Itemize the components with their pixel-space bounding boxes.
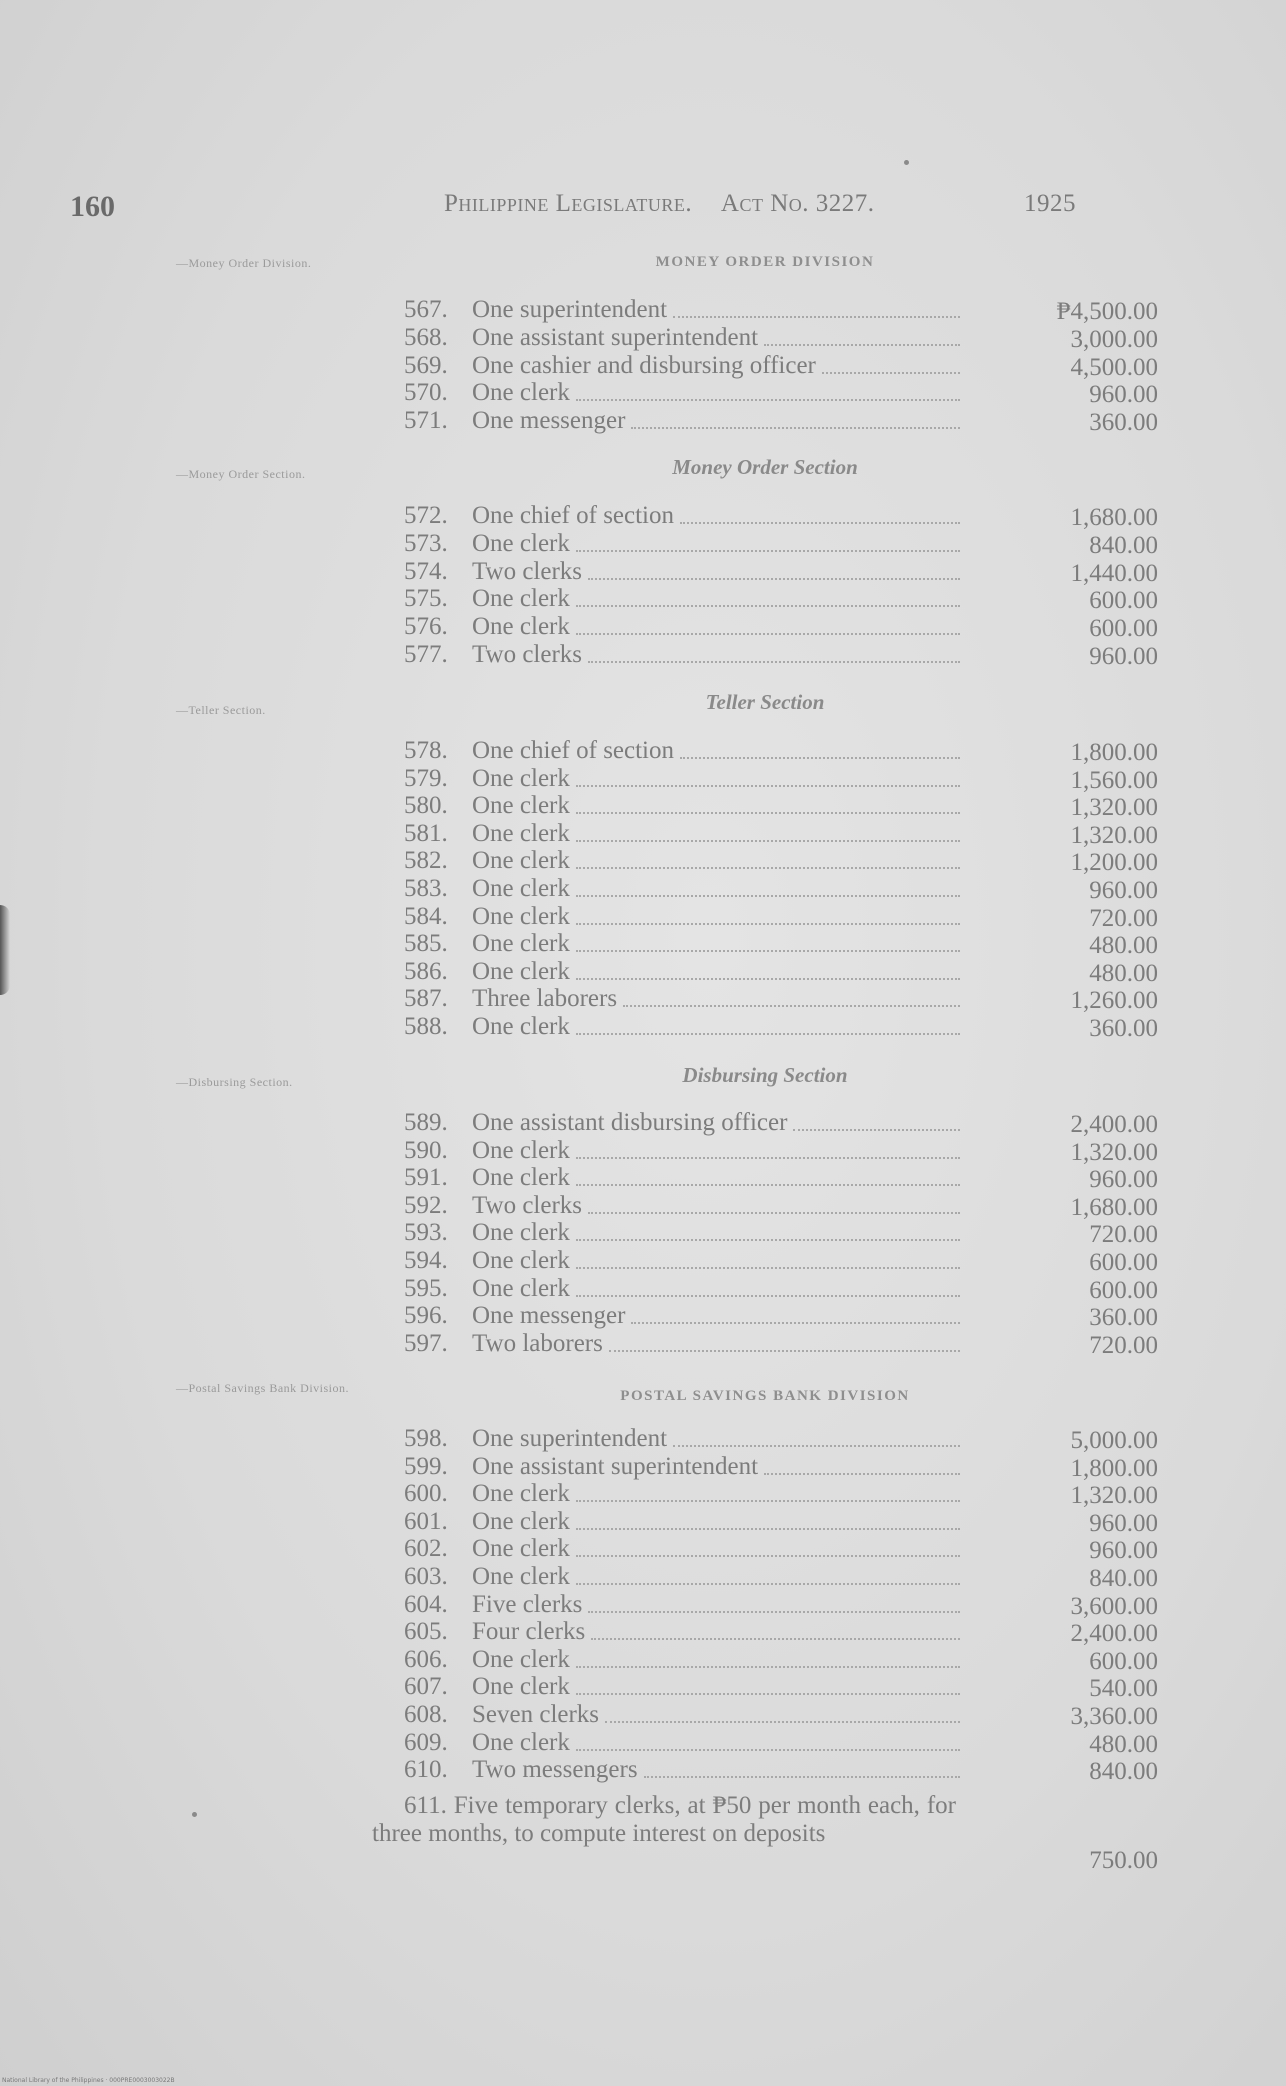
item-description: Seven clerks: [472, 1701, 600, 1728]
dot-leader: [588, 1212, 960, 1214]
line-item: [404, 296, 1158, 324]
line-item: [404, 1618, 1158, 1646]
item-description: One clerk: [472, 957, 570, 985]
line-item: [404, 1508, 1158, 1536]
item-description: Two clerks: [472, 641, 583, 668]
item-description: One clerk: [472, 1219, 570, 1247]
item-number: 597.: [404, 1329, 448, 1357]
heading-teller-section: Teller Section: [705, 690, 825, 714]
item-amount: 360.00: [1089, 409, 1158, 437]
item-amount: 1,200.00: [1070, 849, 1158, 877]
line-item: [404, 1701, 1158, 1729]
item-amount: 960.00: [1089, 1509, 1158, 1537]
item-number: 596.: [404, 1302, 448, 1330]
dot-leader: [576, 1033, 960, 1035]
item-description: One clerk: [472, 930, 570, 958]
footer-credit: National Library of the Philippines · 000PRE0003003022B: [2, 2077, 175, 2084]
item-number: 572.: [404, 502, 448, 529]
item-description: One clerk: [472, 1247, 570, 1274]
item-number: 579.: [404, 764, 448, 792]
item-description: One clerk: [472, 613, 570, 641]
item-number: 567.: [404, 296, 448, 323]
item-amount: ₱4,500.00: [1056, 298, 1158, 325]
line-item: [404, 903, 1158, 931]
line-item: [404, 1563, 1158, 1591]
dot-leader: [576, 1267, 960, 1269]
dot-leader: [673, 1445, 960, 1447]
line-item: [404, 407, 1158, 435]
item-description: Two clerks: [472, 557, 583, 585]
heading-money-order-division: MONEY ORDER DIVISION: [655, 254, 875, 270]
side-note-money-order-section: —Money Order Section.: [176, 467, 306, 481]
dot-leader: [576, 867, 960, 869]
dot-leader: [576, 1555, 960, 1557]
line-item: [404, 1330, 1158, 1358]
item-amount: 1,800.00: [1070, 739, 1158, 766]
item-number: 568.: [404, 323, 448, 351]
item-amount: 1,680.00: [1070, 504, 1158, 531]
item-description: One clerk: [472, 1645, 570, 1673]
dot-leader: [576, 605, 960, 607]
line-item: [404, 379, 1158, 407]
item-611-text: 611. Five temporary clerks, at ₱50 per month each, for three months, to compute interest on deposits: [372, 1792, 956, 1847]
item-description: One assistant superintendent: [472, 1452, 759, 1480]
line-item: [404, 1453, 1158, 1481]
item-amount: 360.00: [1089, 1304, 1158, 1332]
item-number: 592.: [404, 1191, 448, 1219]
line-item: [404, 765, 1158, 793]
item-amount: 600.00: [1089, 1647, 1158, 1675]
item-amount: 2,400.00: [1070, 1111, 1158, 1138]
dot-leader: [576, 550, 960, 552]
dot-leader: [576, 1239, 960, 1241]
line-item: [404, 958, 1158, 986]
item-description: One messenger: [472, 407, 626, 435]
line-item: [404, 1425, 1158, 1453]
item-amount: 960.00: [1089, 1537, 1158, 1565]
dot-leader: [576, 1157, 960, 1159]
item-number: 594.: [404, 1247, 448, 1274]
running-head-title: Philippine Legislature.: [444, 190, 693, 217]
item-description: Five clerks: [472, 1590, 583, 1618]
item-description: One chief of section: [472, 737, 675, 764]
item-description: One clerk: [472, 1673, 570, 1701]
item-number: 570.: [404, 379, 448, 407]
item-number: 600.: [404, 1480, 448, 1508]
running-head-year: 1925: [1024, 190, 1076, 217]
item-amount: 720.00: [1089, 904, 1158, 932]
dot-leader: [764, 344, 960, 346]
item-amount: 480.00: [1089, 959, 1158, 987]
dot-leader: [576, 1528, 960, 1530]
item-number: 581.: [404, 819, 448, 847]
item-amount: 540.00: [1089, 1675, 1158, 1703]
item-number: 578.: [404, 737, 448, 764]
line-item: [404, 1756, 1158, 1784]
line-item: [404, 1646, 1158, 1674]
dot-leader: [576, 633, 960, 635]
item-number: 599.: [404, 1452, 448, 1480]
item-number: 587.: [404, 985, 448, 1013]
line-item: [404, 1275, 1158, 1303]
line-item: [404, 792, 1158, 820]
item-amount: 1,440.00: [1070, 559, 1158, 587]
item-number: 603.: [404, 1563, 448, 1590]
item-number: 573.: [404, 529, 448, 557]
item-amount: 840.00: [1089, 1758, 1158, 1786]
dot-leader: [576, 1295, 960, 1297]
item-description: One clerk: [472, 1274, 570, 1302]
line-item: [404, 613, 1158, 641]
item-amount: 960.00: [1089, 877, 1158, 904]
item-amount: 2,400.00: [1070, 1620, 1158, 1648]
dot-leader: [576, 1184, 960, 1186]
item-description: One clerk: [472, 902, 570, 930]
item-number: 577.: [404, 641, 448, 668]
binding-shadow: [0, 905, 10, 995]
item-611-amount: 750.00: [1089, 1847, 1158, 1874]
item-amount: 1,320.00: [1070, 1482, 1158, 1510]
dot-leader: [680, 757, 960, 759]
item-number: 571.: [404, 407, 448, 435]
item-amount: 960.00: [1089, 381, 1158, 409]
line-item: [404, 1480, 1158, 1508]
item-amount: 480.00: [1089, 1730, 1158, 1758]
item-description: One clerk: [472, 1136, 570, 1164]
dot-leader: [623, 1005, 960, 1007]
item-number: 595.: [404, 1274, 448, 1302]
item-amount: 720.00: [1089, 1331, 1158, 1359]
line-item: [404, 1673, 1158, 1701]
dot-leader: [576, 1749, 960, 1751]
line-item: [404, 530, 1158, 558]
dot-leader: [644, 1776, 960, 1778]
item-number: 593.: [404, 1219, 448, 1247]
item-description: One clerk: [472, 529, 570, 557]
item-description: One clerk: [472, 1728, 570, 1756]
item-amount: 1,800.00: [1070, 1454, 1158, 1482]
item-number: 606.: [404, 1645, 448, 1673]
item-number: 601.: [404, 1507, 448, 1535]
line-item: [404, 1137, 1158, 1165]
item-description: One cashier and disbursing officer: [472, 351, 816, 379]
item-description: One clerk: [472, 585, 570, 613]
line-item: [404, 930, 1158, 958]
item-number: 588.: [404, 1013, 448, 1040]
line-item: [404, 502, 1158, 530]
item-description: One clerk: [472, 792, 570, 820]
dot-leader: [576, 399, 960, 401]
item-amount: 840.00: [1089, 531, 1158, 559]
item-amount: 3,600.00: [1070, 1592, 1158, 1620]
item-description: One clerk: [472, 1563, 570, 1590]
line-item: [404, 985, 1158, 1013]
line-item: [404, 1302, 1158, 1330]
line-item: [404, 1591, 1158, 1619]
line-item: [404, 1535, 1158, 1563]
dot-leader: [822, 372, 960, 374]
item-amount: 1,680.00: [1070, 1193, 1158, 1221]
heading-postal-savings: POSTAL SAVINGS BANK DIVISION: [620, 1388, 910, 1404]
dot-leader: [591, 1638, 960, 1640]
heading-disbursing-section: Disbursing Section: [682, 1063, 848, 1087]
dot-leader: [673, 316, 960, 318]
side-note-disbursing-section: —Disbursing Section.: [176, 1075, 293, 1089]
item-amount: 600.00: [1089, 1276, 1158, 1304]
running-head-act: Act No. 3227.: [720, 190, 875, 217]
dot-leader: [631, 1322, 960, 1324]
item-number: 585.: [404, 930, 448, 958]
item-number: 574.: [404, 557, 448, 585]
dot-leader: [588, 1611, 960, 1613]
item-amount: 1,560.00: [1070, 766, 1158, 794]
line-item: [404, 1247, 1158, 1275]
heading-money-order-section: Money Order Section: [672, 455, 858, 479]
item-number: 584.: [404, 902, 448, 930]
line-item: [404, 1109, 1158, 1137]
item-description: One assistant disbursing officer: [472, 1109, 788, 1136]
item-description: One superintendent: [472, 296, 668, 323]
dot-leader: [793, 1129, 960, 1131]
item-amount: 4,500.00: [1070, 353, 1158, 381]
item-description: One clerk: [472, 764, 570, 792]
item-amount: 600.00: [1089, 587, 1158, 615]
speck: [904, 160, 909, 165]
item-description: One superintendent: [472, 1425, 668, 1452]
item-amount: 960.00: [1089, 1166, 1158, 1194]
item-amount: 3,360.00: [1070, 1703, 1158, 1730]
item-description: Two clerks: [472, 1191, 583, 1219]
item-number: 591.: [404, 1164, 448, 1192]
item-description: One clerk: [472, 1507, 570, 1535]
dot-leader: [588, 661, 960, 663]
item-amount: 5,000.00: [1070, 1427, 1158, 1454]
item-amount: 1,320.00: [1070, 1138, 1158, 1166]
side-note-teller-section: —Teller Section.: [176, 703, 266, 717]
item-amount: 3,000.00: [1070, 325, 1158, 353]
item-number: 589.: [404, 1109, 448, 1136]
page-number: 160: [70, 190, 115, 223]
item-amount: 600.00: [1089, 615, 1158, 643]
item-number: 582.: [404, 847, 448, 875]
item-number: 609.: [404, 1728, 448, 1756]
item-description: One clerk: [472, 379, 570, 407]
item-number: 586.: [404, 957, 448, 985]
item-amount: 720.00: [1089, 1221, 1158, 1249]
item-description: One messenger: [472, 1302, 626, 1330]
line-item: [404, 1192, 1158, 1220]
item-description: One clerk: [472, 1535, 570, 1563]
dot-leader: [576, 950, 960, 952]
dot-leader: [576, 1500, 960, 1502]
dot-leader: [588, 578, 960, 580]
item-description: One clerk: [472, 847, 570, 875]
line-item: [404, 1013, 1158, 1041]
dot-leader: [576, 978, 960, 980]
speck: [192, 1812, 197, 1817]
dot-leader: [576, 1693, 960, 1695]
dot-leader: [576, 923, 960, 925]
running-head: [444, 190, 1084, 218]
dot-leader: [576, 1666, 960, 1668]
dot-leader: [576, 895, 960, 897]
item-amount: 840.00: [1089, 1565, 1158, 1592]
dot-leader: [764, 1473, 960, 1475]
item-number: 602.: [404, 1535, 448, 1563]
item-description: One clerk: [472, 819, 570, 847]
line-item: [404, 352, 1158, 380]
item-amount: 1,320.00: [1070, 794, 1158, 822]
item-number: 590.: [404, 1136, 448, 1164]
item-description: Three laborers: [472, 985, 618, 1013]
line-item: [404, 641, 1158, 669]
line-item: [404, 847, 1158, 875]
dot-leader: [605, 1721, 960, 1723]
item-description: Two laborers: [472, 1329, 603, 1357]
line-item: [404, 324, 1158, 352]
item-number: 607.: [404, 1673, 448, 1701]
item-amount: 360.00: [1089, 1015, 1158, 1042]
item-description: Two messengers: [472, 1756, 638, 1784]
item-number: 605.: [404, 1618, 448, 1646]
item-number: 604.: [404, 1590, 448, 1618]
line-item: [404, 558, 1158, 586]
dot-leader: [576, 812, 960, 814]
line-item: [404, 585, 1158, 613]
dot-leader: [576, 785, 960, 787]
item-amount: 960.00: [1089, 643, 1158, 670]
item-number: 610.: [404, 1756, 448, 1784]
item-amount: 480.00: [1089, 932, 1158, 960]
dot-leader: [680, 522, 960, 524]
item-description: Four clerks: [472, 1618, 586, 1646]
dot-leader: [576, 840, 960, 842]
item-number: 608.: [404, 1701, 448, 1728]
line-item: [404, 1729, 1158, 1757]
item-description: One clerk: [472, 1480, 570, 1508]
side-note-money-order-division: —Money Order Division.: [176, 256, 312, 270]
item-number: 583.: [404, 875, 448, 902]
line-item: [404, 1219, 1158, 1247]
item-number: 580.: [404, 792, 448, 820]
line-item: [404, 875, 1158, 903]
dot-leader: [576, 1583, 960, 1585]
item-amount: 1,260.00: [1070, 987, 1158, 1015]
item-description: One chief of section: [472, 502, 675, 529]
item-description: One clerk: [472, 1013, 570, 1040]
dot-leader: [609, 1350, 960, 1352]
item-description: One clerk: [472, 875, 570, 902]
item-description: One clerk: [472, 1164, 570, 1192]
dot-leader: [631, 427, 960, 429]
line-item: [404, 820, 1158, 848]
item-amount: 1,320.00: [1070, 821, 1158, 849]
item-amount: 600.00: [1089, 1249, 1158, 1276]
line-item: [404, 737, 1158, 765]
item-description: One assistant superintendent: [472, 323, 759, 351]
side-note-postal-savings: —Postal Savings Bank Division.: [176, 1381, 350, 1395]
item-number: 598.: [404, 1425, 448, 1452]
item-number: 575.: [404, 585, 448, 613]
item-number: 576.: [404, 613, 448, 641]
line-item: [404, 1164, 1158, 1192]
item-number: 569.: [404, 351, 448, 379]
